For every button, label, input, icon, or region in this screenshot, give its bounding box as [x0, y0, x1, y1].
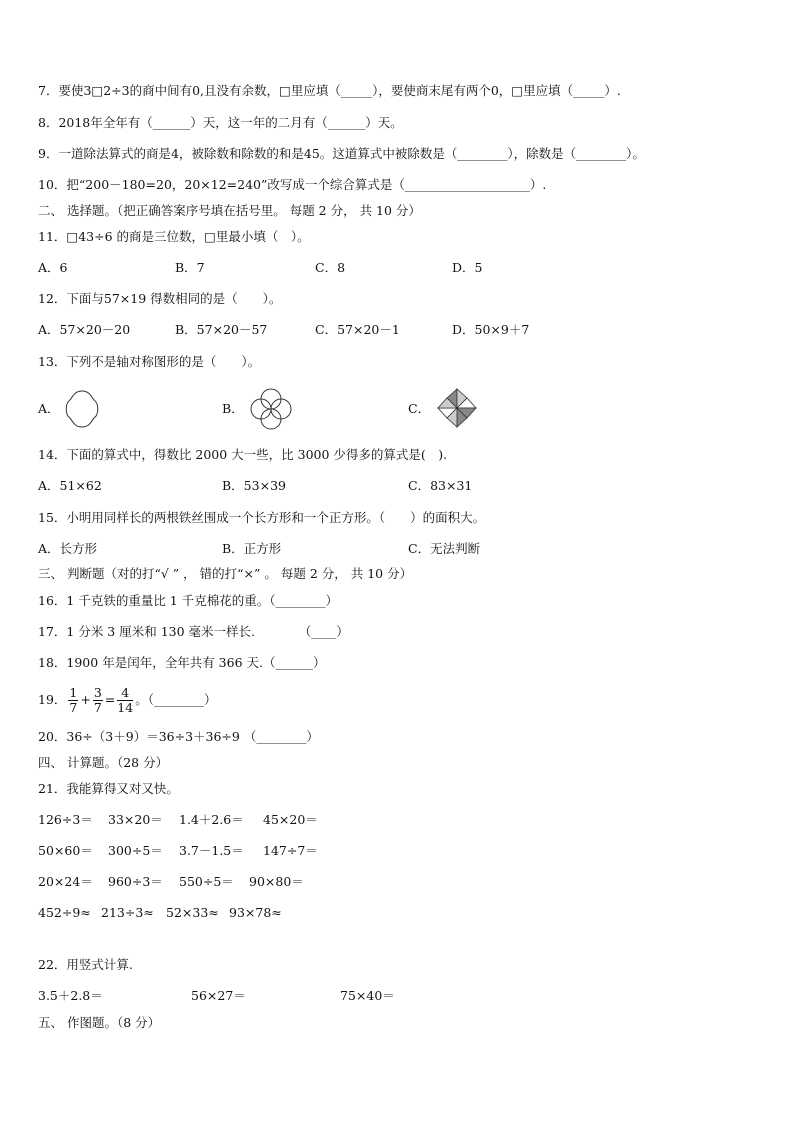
- question-11: 11．□43÷6 的商是三位数，□里最小填（ ）。: [38, 229, 310, 244]
- fraction-4-14: $\frac{4}{14}$: [117, 685, 134, 715]
- section-5-heading: 五、 作图题。（8 分）: [38, 1015, 161, 1030]
- question-21: 21．我能算得又对又快。: [38, 781, 179, 796]
- four-circles-flower-icon: [248, 386, 294, 432]
- calc-item: 52×33≈: [166, 905, 219, 920]
- question-13: 13．下列不是轴对称图形的是（ ）。: [38, 354, 261, 369]
- question-14: 14．下面的算式中，得数比 2000 大一些，比 3000 少得多的算式是( ).: [38, 447, 448, 462]
- q13-option-b: B．: [222, 401, 244, 416]
- q11-option-a: A．6: [38, 260, 68, 275]
- vertical-calc-item: 3.5＋2.8＝: [38, 988, 103, 1003]
- q15-option-b: B．正方形: [222, 541, 282, 556]
- q12-option-d: D．50×9＋7: [452, 322, 530, 337]
- question-16: 16．1 千克铁的重量比 1 千克棉花的重。（________）: [38, 593, 338, 608]
- q14-option-b: B．53×39: [222, 478, 286, 493]
- calc-item: 300÷5＝: [108, 843, 163, 858]
- q19-suffix: 。（________）: [135, 692, 217, 707]
- q12-option-c: C．57×20－1: [315, 322, 400, 337]
- calc-item: 90×80＝: [249, 874, 304, 889]
- calc-item: 550÷5＝: [179, 874, 234, 889]
- pinwheel-icon: [432, 385, 482, 431]
- calc-item: 3.7－1.5＝: [179, 843, 244, 858]
- calc-item: 452÷9≈: [38, 905, 91, 920]
- calc-item: 960÷3＝: [108, 874, 163, 889]
- calc-item: 147÷7＝: [263, 843, 318, 858]
- section-2-heading: 二、 选择题。（把正确答案序号填在括号里。 每题 2 分， 共 10 分）: [38, 203, 421, 218]
- fraction-1-7: $\frac{1}{7}$: [69, 685, 78, 715]
- question-17: 17．1 分米 3 厘米和 130 毫米一样长. （____）: [38, 624, 349, 639]
- question-12: 12．下面与57×19 得数相同的是（ ）。: [38, 291, 282, 306]
- q11-option-c: C．8: [315, 260, 346, 275]
- calc-item: 33×20＝: [108, 812, 163, 827]
- question-22: 22．用竖式计算.: [38, 957, 133, 972]
- question-15: 15．小明用同样长的两根铁丝围成一个长方形和一个正方形。（ ）的面积大。: [38, 510, 486, 525]
- q19-prefix: 19．: [38, 692, 67, 707]
- equals-sign: =: [104, 692, 116, 707]
- q11-option-d: D．5: [452, 260, 483, 275]
- question-9: 9．一道除法算式的商是4，被除数和除数的和是45。这道算式中被除数是（________），除数是（________）。: [38, 146, 645, 161]
- q15-option-c: C．无法判断: [408, 541, 481, 556]
- calc-item: 45×20＝: [263, 812, 318, 827]
- calc-item: 126÷3＝: [38, 812, 93, 827]
- question-7: 7．要使3□2÷3的商中间有0,且没有余数，□里应填（_____），要使商末尾有两个0，□里应填（_____）.: [38, 83, 621, 98]
- q11-option-b: B．7: [175, 260, 205, 275]
- q12-option-a: A．57×20－20: [38, 322, 131, 337]
- section-3-heading: 三、 判断题（对的打“√ ” ， 错的打“×” 。 每题 2 分， 共 10 分）: [38, 566, 413, 581]
- plus-sign: +: [80, 692, 91, 707]
- q13-option-a: A．: [38, 401, 60, 416]
- question-19: [38, 680, 216, 720]
- q12-option-b: B．57×20－57: [175, 322, 268, 337]
- calc-item: 213÷3≈: [101, 905, 154, 920]
- question-20: 20．36÷（3＋9）＝36÷3＋36÷9 （________）: [38, 729, 319, 744]
- vertical-calc-item: 56×27＝: [191, 988, 246, 1003]
- q15-option-a: A．长方形: [38, 541, 98, 556]
- calc-item: 93×78≈: [229, 905, 282, 920]
- calc-item: 20×24＝: [38, 874, 93, 889]
- fraction-3-7: $\frac{3}{7}$: [93, 685, 102, 715]
- question-8: 8．2018年全年有（______）天，这一年的二月有（______）天。: [38, 115, 403, 130]
- q13-option-c: C．: [408, 401, 431, 416]
- wavy-symmetric-shape-icon: [62, 388, 102, 430]
- q14-option-a: A．51×62: [38, 478, 102, 493]
- q14-option-c: C．83×31: [408, 478, 473, 493]
- question-18: 18．1900 年是闰年，全年共有 366 天.（______）: [38, 655, 326, 670]
- vertical-calc-item: 75×40＝: [340, 988, 395, 1003]
- calc-item: 50×60＝: [38, 843, 93, 858]
- calc-item: 1.4＋2.6＝: [179, 812, 244, 827]
- question-10: 10．把“200－180=20，20×12=240”改写成一个综合算式是（____________________）.: [38, 177, 547, 192]
- section-4-heading: 四、 计算题。（28 分）: [38, 755, 169, 770]
